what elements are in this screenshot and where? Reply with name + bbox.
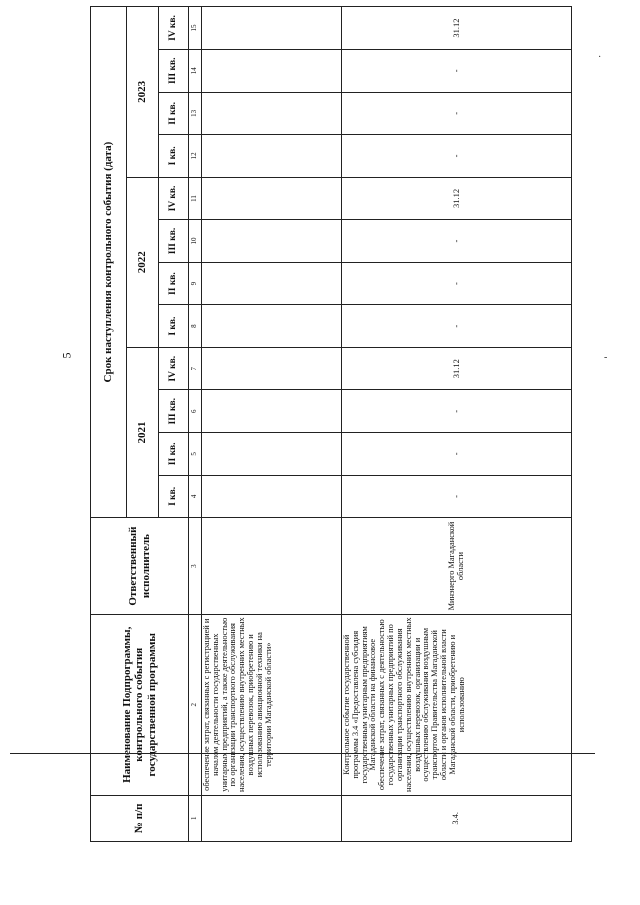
header-quarter: II кв. xyxy=(159,262,189,305)
column-index: 2 xyxy=(189,614,202,795)
header-year-2021: 2021 xyxy=(127,347,159,517)
column-index: 12 xyxy=(189,135,202,178)
header-quarter: III кв. xyxy=(159,49,189,92)
column-index: 15 xyxy=(189,7,202,50)
row-cell xyxy=(202,347,342,390)
column-index: 13 xyxy=(189,92,202,135)
row-cell: - xyxy=(342,92,572,135)
row-cell xyxy=(202,49,342,92)
column-index: 6 xyxy=(189,390,202,433)
row-cell xyxy=(202,433,342,476)
row-cell xyxy=(202,135,342,178)
row-cell: 31.12 xyxy=(342,177,572,220)
row-number: 3.4. xyxy=(342,795,572,841)
column-index: 3 xyxy=(189,518,202,615)
row-number xyxy=(202,795,342,841)
header-year-2023: 2023 xyxy=(127,7,159,178)
column-index: 4 xyxy=(189,475,202,518)
row-name: Контрольное событие государственной программы 3.4 «Предоставлена субсидия государственным унитарным предприятиям Магаданской области на финансовое обеспечение затрат, связанных с деятельностью государственных унитарных предприятий по организации транспортного обслуживания населения, осуществлению внутренних местных воздушных перевозок, организации и осуществлению обслуживания воздушным транспортом Правительства Магаданской области и органов исполнительной власти Магаданской области, приобретению и использованию xyxy=(342,614,572,795)
row-executor xyxy=(202,518,342,615)
row-cell: 31.12 xyxy=(342,7,572,50)
row-cell: - xyxy=(342,433,572,476)
column-index: 7 xyxy=(189,347,202,390)
header-quarter: II кв. xyxy=(159,92,189,135)
row-cell: - xyxy=(342,262,572,305)
header-deadline: Срок наступления контрольного события (дата) xyxy=(91,7,127,518)
column-index: 5 xyxy=(189,433,202,476)
row-cell: - xyxy=(342,135,572,178)
row-cell: 31.12 xyxy=(342,347,572,390)
column-index: 8 xyxy=(189,305,202,348)
header-quarter: IV кв. xyxy=(159,347,189,390)
header-executor: Ответственный исполнитель xyxy=(91,518,189,615)
header-quarter: III кв. xyxy=(159,220,189,263)
row-executor: Минэнерго Магаданской области xyxy=(342,518,572,615)
table-row xyxy=(342,7,572,842)
row-cell: - xyxy=(342,49,572,92)
header-quarter: I кв. xyxy=(159,135,189,178)
column-index: 11 xyxy=(189,177,202,220)
row-cell xyxy=(202,177,342,220)
stray-mark: · xyxy=(598,52,602,63)
column-index: 10 xyxy=(189,220,202,263)
header-quarter: I кв. xyxy=(159,475,189,518)
rotated-table-container xyxy=(90,6,624,842)
row-cell xyxy=(202,390,342,433)
row-cell xyxy=(202,262,342,305)
header-quarter: IV кв. xyxy=(159,177,189,220)
stray-mark: - xyxy=(604,352,608,363)
row-cell: - xyxy=(342,390,572,433)
table-row xyxy=(202,7,342,842)
header-year-2022: 2022 xyxy=(127,177,159,347)
column-index: 9 xyxy=(189,262,202,305)
header-quarter: III кв. xyxy=(159,390,189,433)
row-cell xyxy=(202,305,342,348)
column-index: 14 xyxy=(189,49,202,92)
row-cell xyxy=(202,7,342,50)
row-cell xyxy=(202,220,342,263)
row-cell xyxy=(202,475,342,518)
row-cell: - xyxy=(342,220,572,263)
header-quarter: II кв. xyxy=(159,433,189,476)
control-events-table xyxy=(90,6,572,842)
row-cell: - xyxy=(342,475,572,518)
row-name: обеспечение затрат, связанных с регистрацией и началом деятельности государственных унитарных предприятий, а также деятельностью по организации транспортного обслуживания населения, осуществлению внутренних местных воздушных перевозок, приобретению и использованию авиационной техники на территории Магаданской области» xyxy=(202,614,342,795)
header-name: Наименование Подпрограммы, контрольного события государственной программы xyxy=(91,614,189,795)
header-quarter: IV кв. xyxy=(159,7,189,50)
page-number: 5 xyxy=(59,352,74,359)
row-cell: - xyxy=(342,305,572,348)
page-divider-line xyxy=(10,753,595,755)
row-cell xyxy=(202,92,342,135)
header-quarter: I кв. xyxy=(159,305,189,348)
header-number: № п/п xyxy=(91,795,189,841)
column-index: 1 xyxy=(189,795,202,841)
